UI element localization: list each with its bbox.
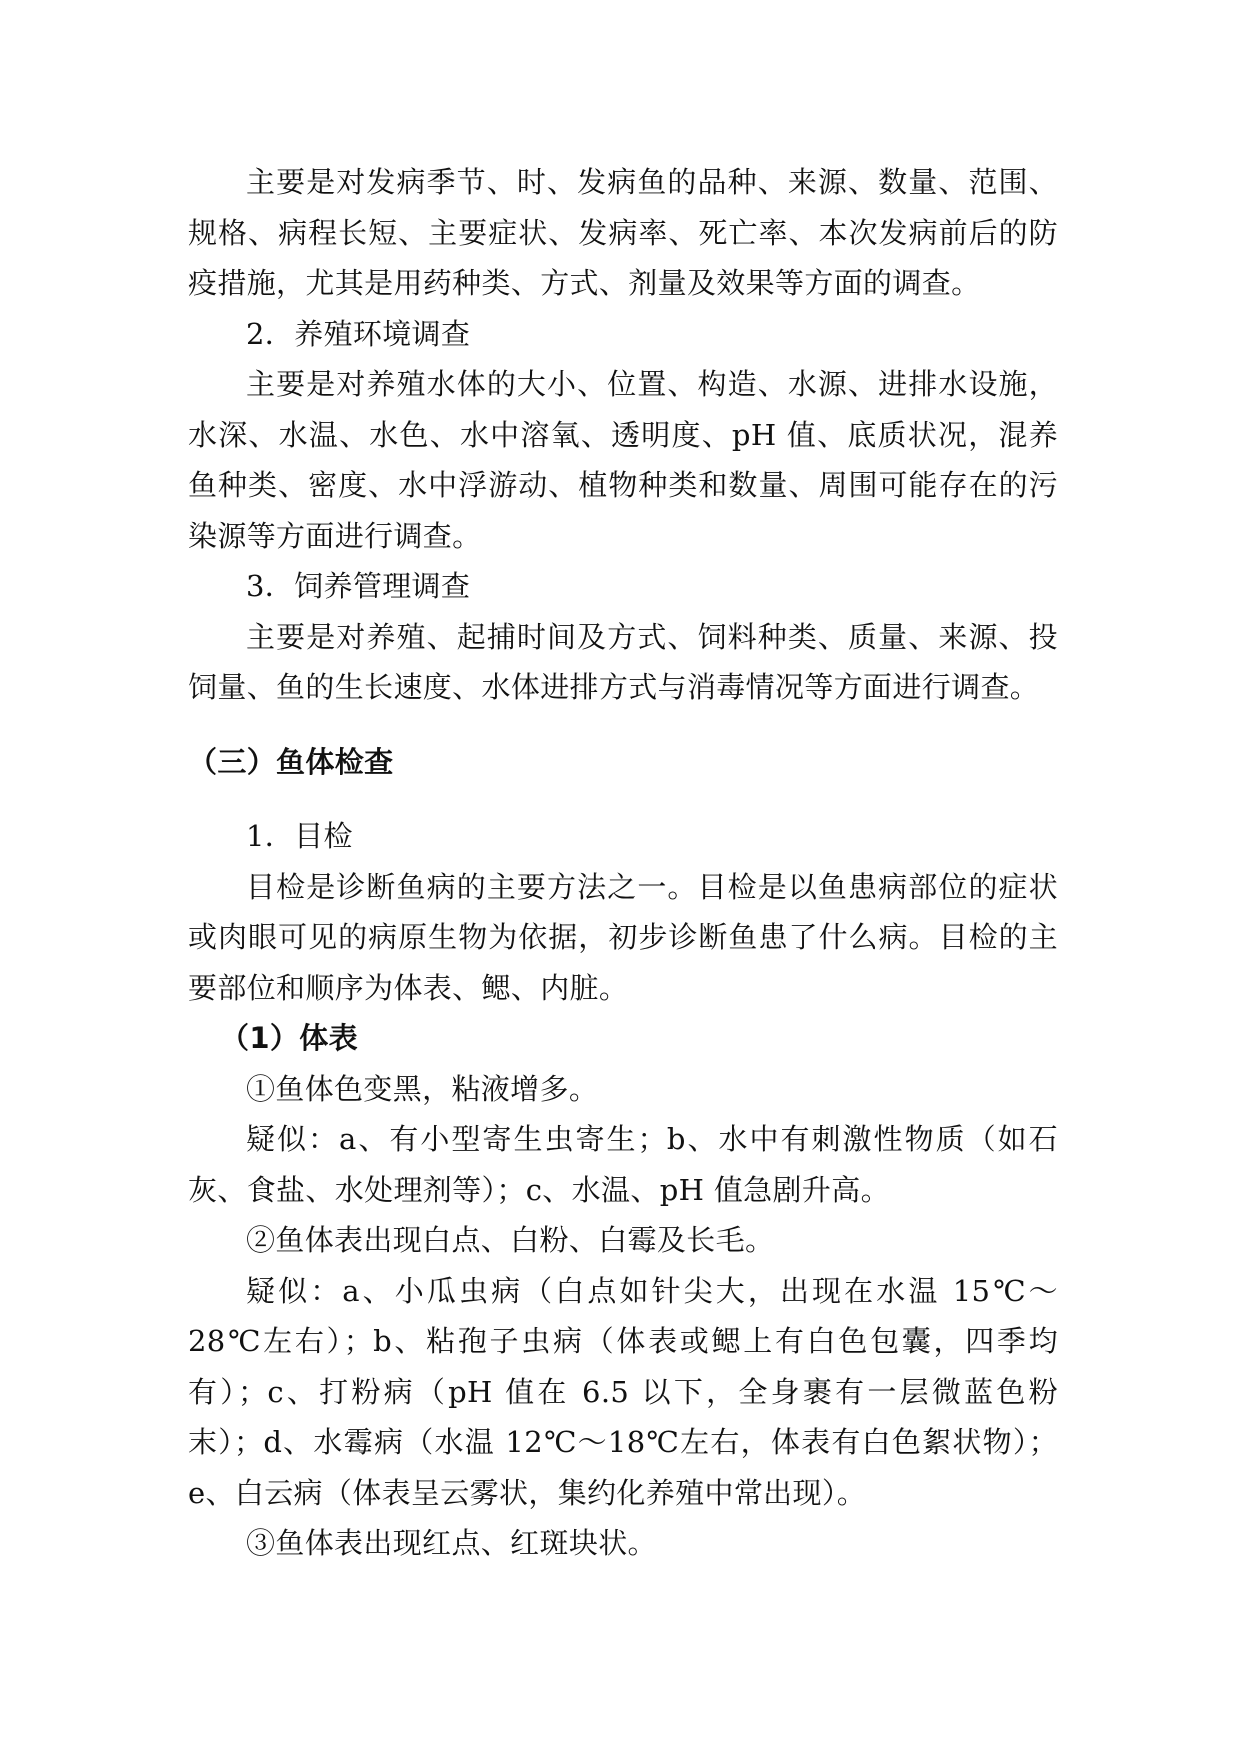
- item-heading-visual-inspection: 1．目检: [246, 819, 353, 853]
- symptom-2: ②鱼体表出现白点、白粉、白霉及长毛。: [246, 1223, 775, 1257]
- symptom-1: ①鱼体色变黑，粘液增多。: [246, 1071, 599, 1106]
- paragraph-environment-survey: 主要是对养殖水体的大小、位置、构造、水源、进排水设施，水深、水温、水色、水中溶氧、透明度、pH 值、底质状况，混养鱼种类、密度、水中浮游动、植物种类和数量、周围可能存在的污染源等方面进行调查。: [188, 367, 1058, 553]
- sub-heading-body-surface: （1）体表: [220, 1021, 358, 1055]
- diagnosis-1: 疑似：a、有小型寄生虫寄生；b、水中有刺激性物质（如石灰、食盐、水处理剂等）；c、水温、pH 值急剧升高。: [188, 1122, 1058, 1207]
- paragraph-visual-inspection: 目检是诊断鱼病的主要方法之一。目检是以鱼患病部位的症状或肉眼可见的病原生物为依据，初步诊断鱼患了什么病。目检的主要部位和顺序为体表、鳃、内脏。: [188, 869, 1058, 1005]
- symptom-3: ③鱼体表出现红点、红斑块状。: [246, 1526, 657, 1560]
- paragraph-history-survey: 主要是对发病季节、时、发病鱼的品种、来源、数量、范围、规格、病程长短、主要症状、发病率、死亡率、本次发病前后的防疫措施，尤其是用药种类、方式、剂量及效果等方面的调查。: [188, 165, 1058, 300]
- item-heading-environment-survey: 2．养殖环境调查: [246, 316, 471, 351]
- item-heading-feeding-survey: 3．饲养管理调查: [246, 569, 471, 603]
- section-heading-fish-examination: （三）鱼体检查: [188, 744, 394, 779]
- document-body: [188, 157, 1058, 1569]
- diagnosis-2: 疑似：a、小瓜虫病（白点如针尖大，出现在水温 15℃～28℃左右）；b、粘孢子虫病（体表或鳃上有白色包囊，四季均有）；c、打粉病（pH 值在 6.5 以下，全身裹有一层微蓝色粉末）；d、水霉病（水温 12℃～18℃左右，体表有白色絮状物）；e、白云病（体表呈云雾状，集约化养殖中常出现）。: [188, 1273, 1058, 1510]
- paragraph-feeding-survey: 主要是对养殖、起捕时间及方式、饲料种类、质量、来源、投饲量、鱼的生长速度、水体进排方式与消毒情况等方面进行调查。: [188, 619, 1058, 704]
